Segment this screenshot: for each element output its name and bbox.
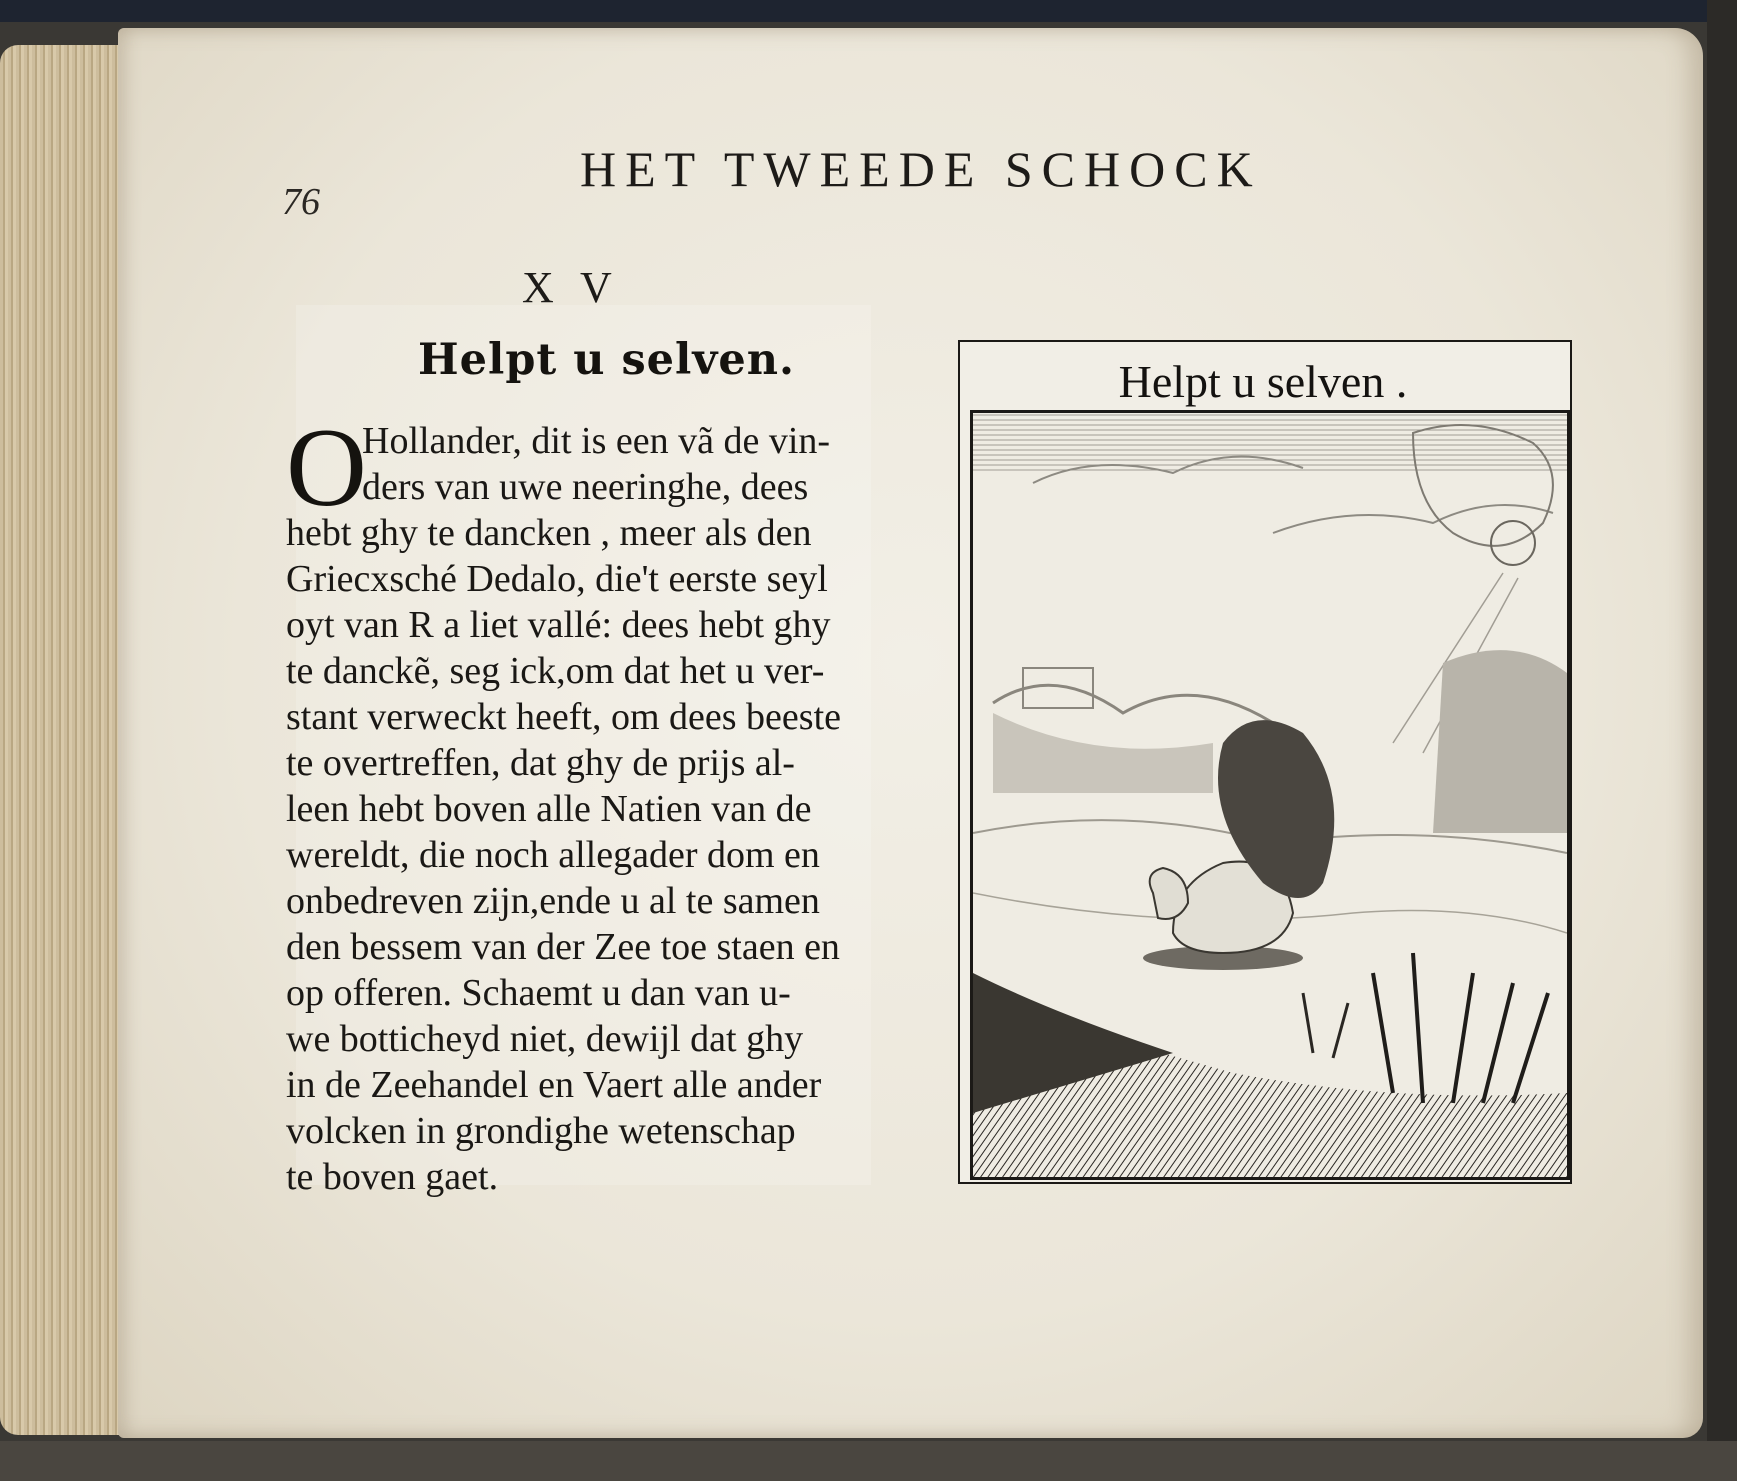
section-number: X V <box>522 263 620 312</box>
book-cover-bottom <box>0 1441 1737 1481</box>
body-line: ders van uwe neeringhe, dees <box>362 466 809 508</box>
body-line: te boven gaet. <box>286 1156 499 1198</box>
body-line: stant verweckt heeft, om dees beeste <box>286 696 841 738</box>
body-line: wereldt, die noch allegader dom en <box>286 834 820 876</box>
body-line: op offeren. Schaemt u dan van u- <box>286 972 791 1014</box>
drop-cap: O <box>286 406 367 530</box>
body-line: hebt ghy te dancken , meer als den <box>286 512 812 554</box>
body-line: Griecxsché Dedalo, die't eerste seyl <box>286 558 828 600</box>
page-number: 76 <box>282 181 320 223</box>
body-line: te danckẽ, seg ick,om dat het u ver- <box>286 650 825 692</box>
squirrel-engraving-image <box>970 410 1570 1180</box>
emblem-caption: Helpt u selven . <box>1118 356 1408 407</box>
body-line: we botticheyd niet, dewijl dat ghy <box>286 1018 804 1060</box>
body-line: onbedreven zijn,ende u al te samen <box>286 880 820 922</box>
body-line: te overtreffen, dat ghy de prijs al- <box>286 742 795 784</box>
body-line: in de Zeehandel en Vaert alle ander <box>286 1064 822 1106</box>
section-title: Helpt u selven. <box>418 335 795 385</box>
body-line: Hollander, dit is een vã de vin- <box>362 420 831 462</box>
body-line: leen hebt boven alle Natien van de <box>286 788 812 830</box>
body-line: volcken in grondighe wetenschap <box>286 1110 796 1152</box>
running-head: HET TWEEDE SCHOCK <box>580 141 1262 197</box>
body-line: oyt van R a liet vallé: dees hebt ghy <box>286 604 831 646</box>
body-text <box>286 406 866 1200</box>
page-stack-edge <box>0 45 130 1435</box>
body-line: den bessem van der Zee toe staen en <box>286 926 840 968</box>
book-cover-edge <box>1707 0 1737 1481</box>
scanner-background <box>0 0 1737 22</box>
